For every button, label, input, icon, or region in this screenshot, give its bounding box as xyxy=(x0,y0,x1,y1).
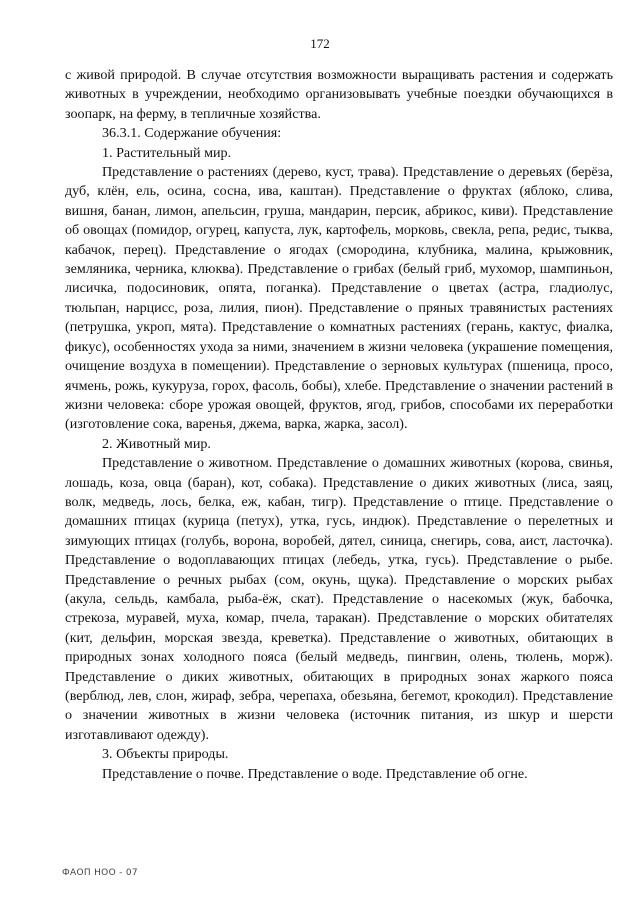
document-footer-code: ФАОП НОО - 07 xyxy=(62,868,138,878)
page-number: 172 xyxy=(310,36,330,51)
paragraph-intro: с живой природой. В случае отсутствия возможности выращивать растения и содержать животных в учреждении, необходимо организовывать учебные поездки обучающихся в зоопарк, на ферму, в тепличные хозяйства. xyxy=(65,67,613,122)
document-body xyxy=(65,66,613,784)
paragraph-animals: Представление о животном. Представление о домашних животных (корова, свинья, лошадь, коза, овца (баран), кот, собака). Представление о диких животных (лиса, заяц, волк, медведь, лось, белка, еж, кабан, тигр). Представление о птице. Представление о домашних птицах (курица (петух), утка, гусь, индюк). Представление о перелетных и зимующих птицах (голубь, ворона, воробей, дятел, синица, снегирь, сова, аист, ласточка). Представление о водоплавающих птицах (лебедь, утка, гусь). Представление о рыбе. Представление о речных рыбах (сом, окунь, щука). Представление о морских рыбах (акула, сельдь, камбала, рыба-ёж, скат). Представление о насекомых (жук, бабочка, стрекоза, муравей, муха, комар, пчела, таракан). Представление о морских обитателях (кит, дельфин, морская звезда, креветка). Представление о животных, обитающих в природных зонах холодного пояса (белый медведь, пингвин, олень, тюлень, морж). Представление о диких животных, обитающих в природных зонах жаркого пояса (верблюд, лев, слон, жираф, зебра, черепаха, обезьяна, бегемот, крокодил). Представление о значении животных в жизни человека (источник питания, из шкур и шерсти изготавливают одежду). xyxy=(65,455,613,743)
subsection-heading-animals: 2. Животный мир. xyxy=(102,435,211,452)
section-heading-content: 36.3.1. Содержание обучения: xyxy=(102,125,282,142)
subsection-heading-plants: 1. Растительный мир. xyxy=(102,144,232,161)
subsection-heading-nature-objects: 3. Объекты природы. xyxy=(102,746,229,763)
paragraph-plants: Представление о растениях (дерево, куст, трава). Представление о деревьях (берёза, дуб, клён, ель, осина, сосна, ива, каштан). Представление о фруктах (яблоко, слива, вишня, банан, лимон, апельсин, груша, мандарин, персик, абрикос, киви). Представление об овощах (помидор, огурец, капуста, лук, картофель, морковь, свекла, репа, редис, тыква, кабачок, перец). Представление о ягодах (смородина, клубника, малина, крыжовник, земляника, черника, клюква). Представление о грибах (белый гриб, мухомор, шампиньон, лисичка, подосиновик, опята, поганка). Представление о цветах (астра, гладиолус, тюльпан, нарцисс, роза, лилия, пион). Представление о пряных травянистых растениях (петрушка, укроп, мята). Представление о комнатных растениях (герань, кактус, фиалка, фикус), особенностях ухода за ними, значением в жизни человека (украшение помещения, очищение воздуха в помещении). Представление о зерновых культурах (пшеница, просо, ячмень, рожь, кукуруза, горох, фасоль, бобы), хлебе. Представление о значении растений в жизни человека: сборе урожая овощей, фруктов, ягод, грибов, способами их переработки (изготовление сока, варенья, джема, варка, жарка, засол). xyxy=(65,164,613,433)
paragraph-nature-objects: Представление о почве. Представление о воде. Представление об огне. xyxy=(102,765,528,782)
